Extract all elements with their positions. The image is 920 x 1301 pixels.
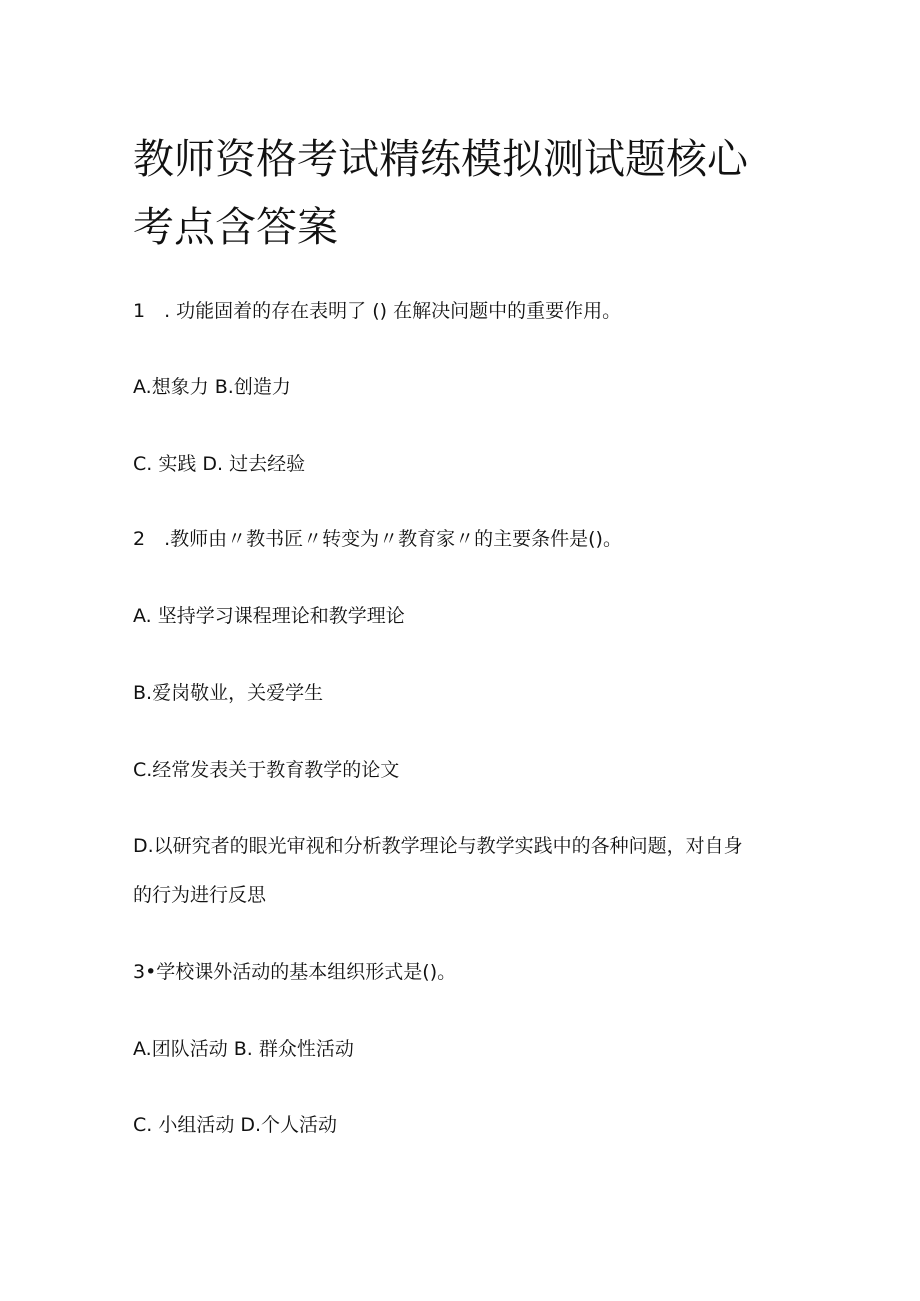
question-2-option-d: D.以研究者的眼光审视和分析教学理论与教学实践中的各种问题，对自身 (133, 835, 743, 857)
document-title-line-2: 考点含答案 (133, 203, 338, 251)
question-2-option-b: B.爱岗敬业，关爱学生 (133, 682, 324, 704)
question-3-options-cd: C. 小组活动 D.个人活动 (133, 1114, 338, 1136)
question-1-options-cd: C. 实践 D. 过去经验 (133, 453, 306, 475)
question-1-options-ab: A.想象力 B.创造力 (133, 376, 291, 398)
question-2-option-a: A. 坚持学习课程理论和教学理论 (133, 605, 405, 627)
question-2-option-c: C.经常发表关于教育教学的论文 (133, 759, 400, 781)
question-2-option-d-continued: 的行为进行反思 (133, 884, 267, 906)
document-title-line-1: 教师资格考试精练模拟测试题核心 (133, 135, 748, 183)
question-3-options-ab: A.团队活动 B. 群众性活动 (133, 1038, 354, 1060)
question-3-stem: 3•学校课外活动的基本组织形式是()。 (133, 961, 457, 983)
question-2-stem: 2 .教师由〃教书匠〃转变为〃教育家〃的主要条件是()。 (133, 528, 622, 550)
question-1-stem: 1 . 功能固着的存在表明了 () 在解决问题中的重要作用。 (133, 300, 622, 322)
